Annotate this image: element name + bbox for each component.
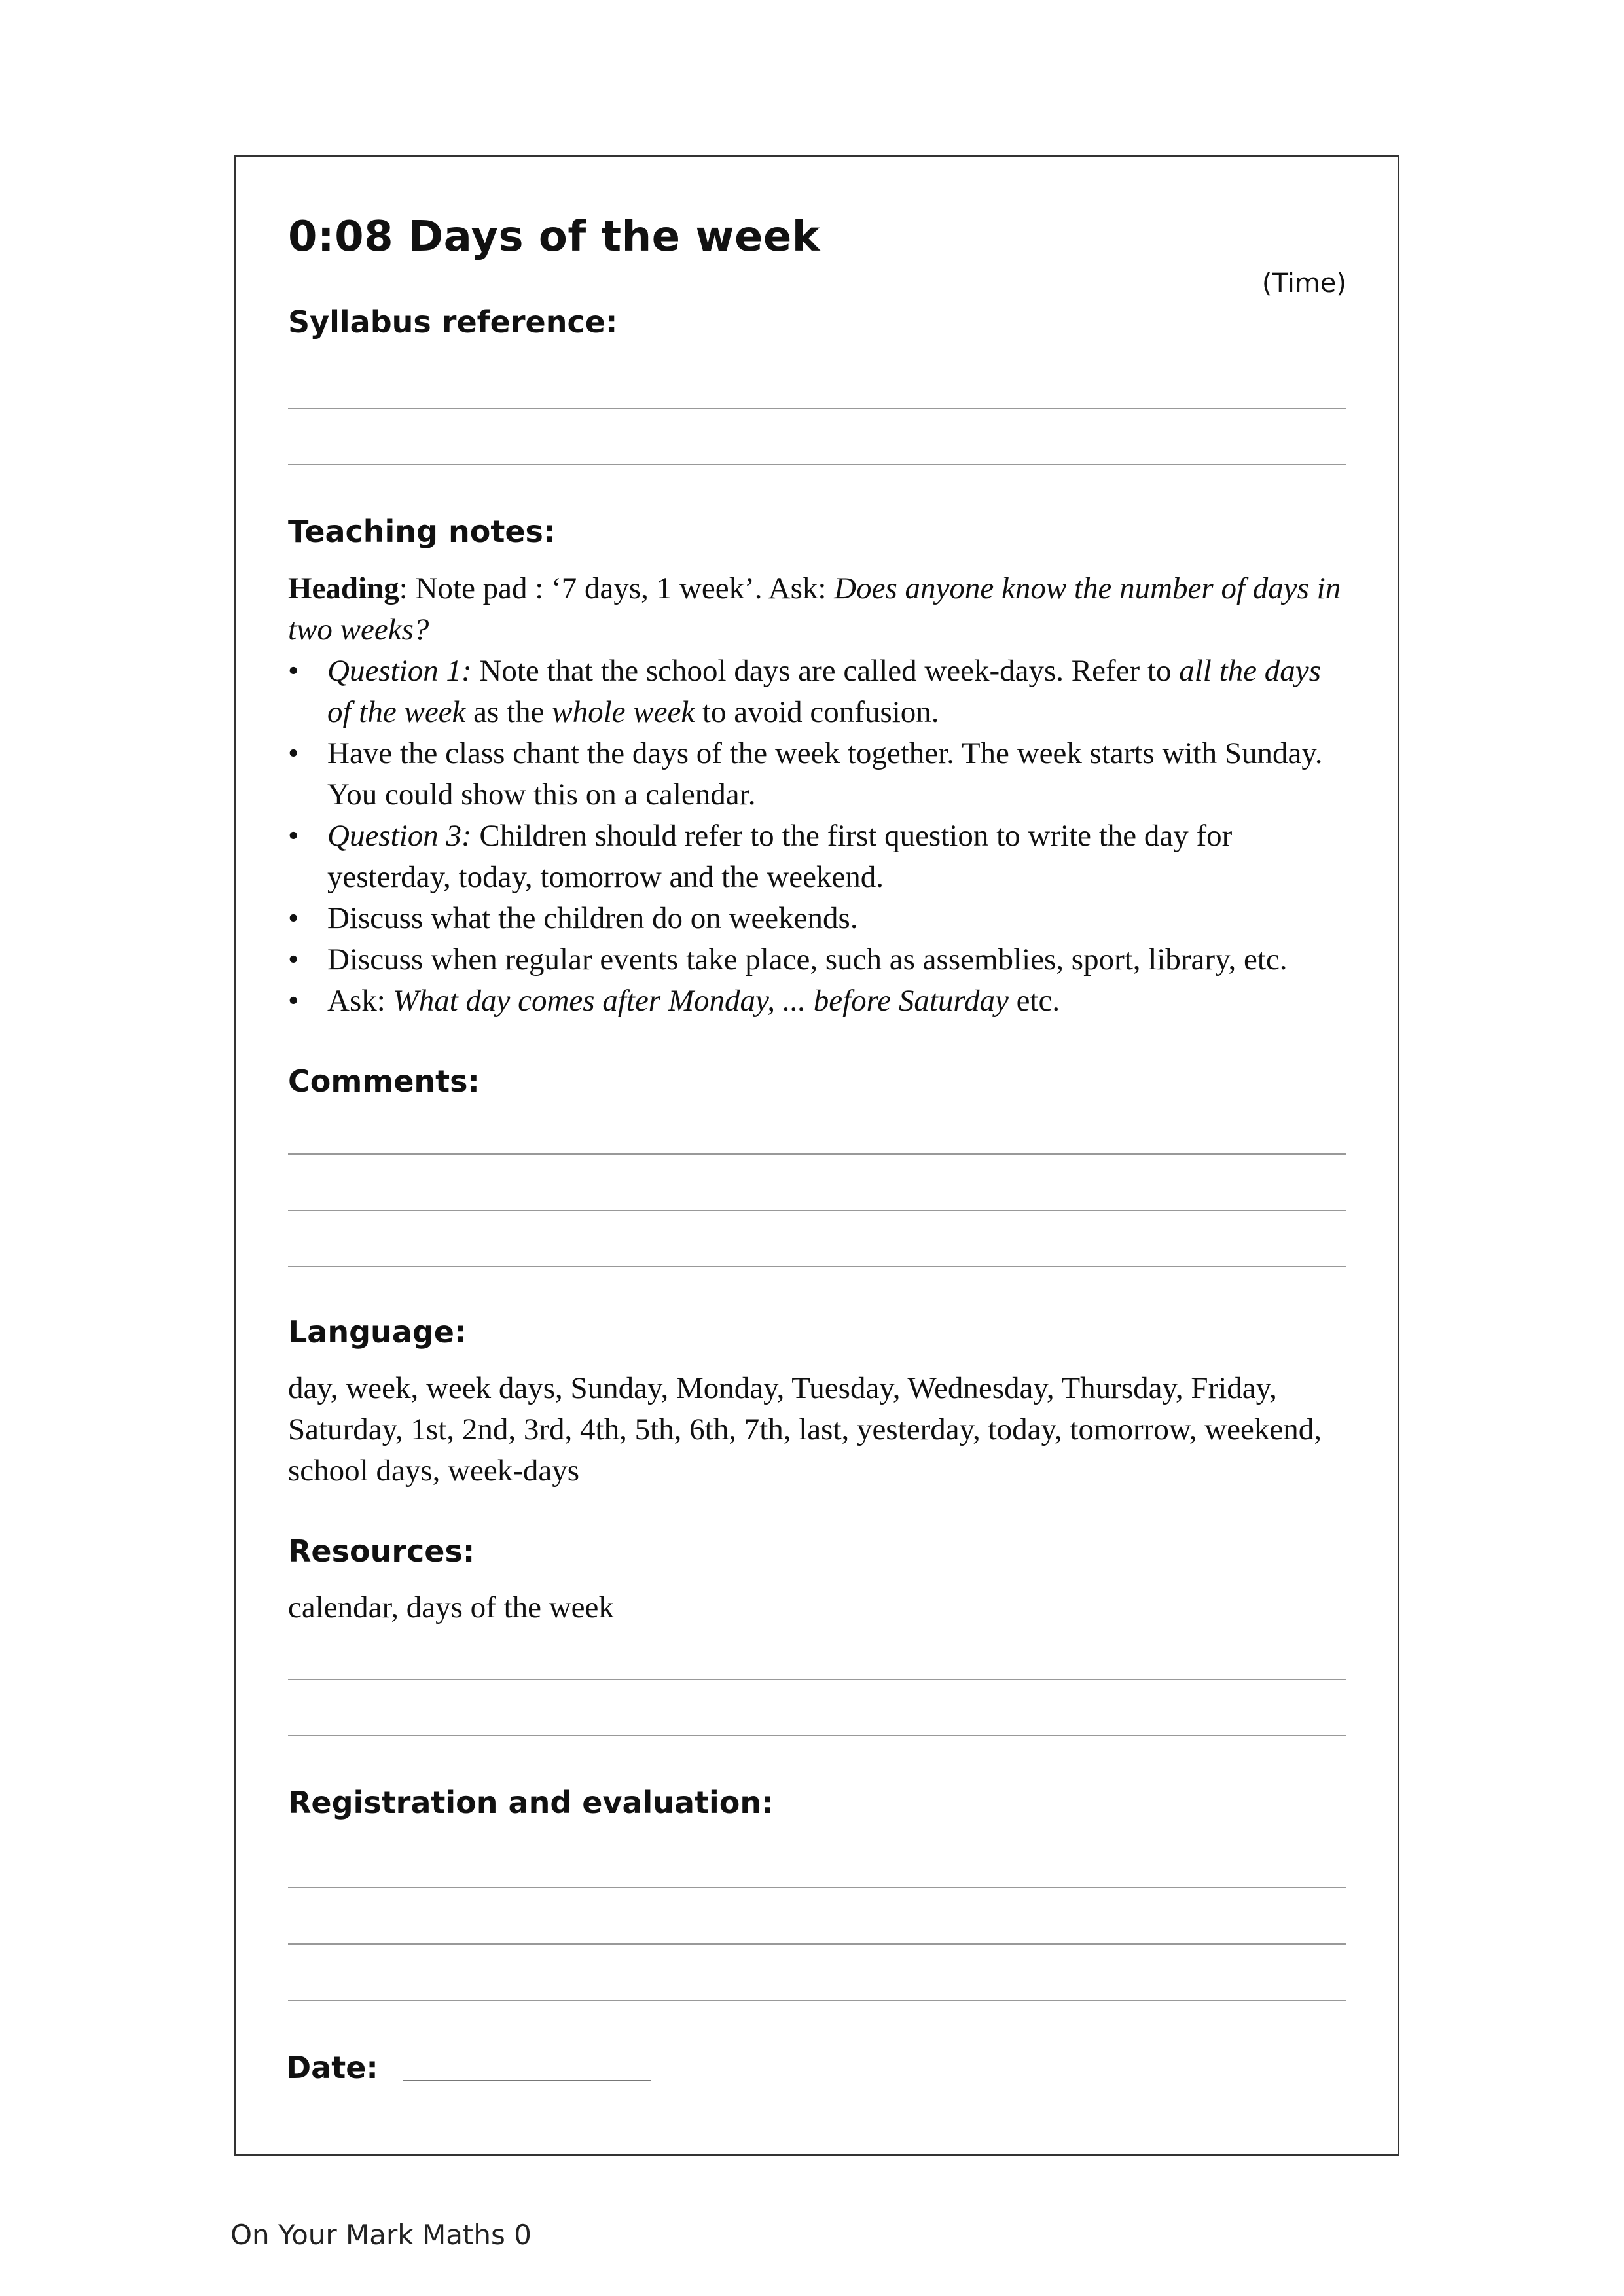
- language-heading: Language:: [288, 1314, 467, 1350]
- list-item-text: Ask:: [327, 984, 393, 1018]
- intro-bold: Heading: [288, 571, 399, 605]
- list-item-text: Children should refer to the first question to write the day for yesterday, today, tomorrow and the weekend.: [327, 819, 1233, 894]
- worksheet-content: [288, 157, 1346, 2154]
- date-label: Date:: [286, 2050, 378, 2085]
- syllabus-heading: Syllabus reference:: [288, 304, 618, 340]
- list-item-text: as the: [465, 695, 552, 729]
- list-item-emphasis: whole week: [552, 695, 695, 729]
- comments-heading: Comments:: [288, 1064, 480, 1099]
- registration-line-1[interactable]: [288, 1887, 1346, 1888]
- worksheet-frame: [234, 155, 1399, 2156]
- list-item: [288, 733, 1346, 816]
- list-item-text: to avoid confusion.: [695, 695, 939, 729]
- time-label: (Time): [1261, 268, 1346, 298]
- list-item-text: etc.: [1008, 984, 1060, 1018]
- list-item-text: Have the class chant the days of the week together. The week starts with Sunday. You could show this on a calendar.: [327, 736, 1323, 812]
- list-item: [288, 939, 1346, 980]
- resources-heading: Resources:: [288, 1534, 475, 1569]
- list-item: [288, 980, 1346, 1022]
- list-item-emphasis: Question 3:: [327, 819, 472, 853]
- list-item: [288, 898, 1346, 939]
- list-item-text: Discuss when regular events take place, such as assemblies, sport, library, etc.: [327, 942, 1288, 977]
- intro-text: : Note pad : ‘7 days, 1 week’. Ask:: [399, 571, 835, 605]
- resources-line-2[interactable]: [288, 1735, 1346, 1736]
- syllabus-line-1[interactable]: [288, 408, 1346, 409]
- list-item-text: Note that the school days are called week-days. Refer to: [471, 654, 1180, 688]
- language-text: day, week, week days, Sunday, Monday, Tuesday, Wednesday, Thursday, Friday, Saturday, 1st, 2nd, 3rd, 4th, 5th, 6th, 7th, last, yesterday, today, tomorrow, weekend, school days, week-days: [288, 1371, 1322, 1488]
- footer-text: On Your Mark Maths 0: [230, 2219, 532, 2251]
- teaching-notes-body: [288, 568, 1346, 1022]
- list-item: [288, 651, 1346, 733]
- comments-line-2[interactable]: [288, 1210, 1346, 1211]
- resources-line-1[interactable]: [288, 1679, 1346, 1680]
- syllabus-line-2[interactable]: [288, 464, 1346, 465]
- teaching-notes-list: [288, 651, 1346, 1022]
- date-input-line[interactable]: [403, 2080, 651, 2081]
- comments-line-3[interactable]: [288, 1266, 1346, 1267]
- registration-line-2[interactable]: [288, 1943, 1346, 1945]
- comments-line-1[interactable]: [288, 1153, 1346, 1155]
- list-item-text: Discuss what the children do on weekends.: [327, 901, 858, 935]
- page-title: 0:08 Days of the week: [288, 213, 820, 261]
- list-item-emphasis: Question 1:: [327, 654, 472, 688]
- list-item-emphasis: What day comes after Monday, ... before Saturday: [393, 984, 1009, 1018]
- list-item: [288, 816, 1346, 898]
- teaching-notes-heading: Teaching notes:: [288, 514, 556, 549]
- list-item-emphasis: all the days of the week: [327, 654, 1321, 729]
- teaching-notes-intro: [288, 568, 1346, 651]
- registration-line-3[interactable]: [288, 2000, 1346, 2001]
- intro-question: Does anyone know the number of days in two weeks?: [288, 571, 1341, 647]
- resources-text: calendar, days of the week: [288, 1590, 614, 1624]
- registration-heading: Registration and evaluation:: [288, 1785, 774, 1820]
